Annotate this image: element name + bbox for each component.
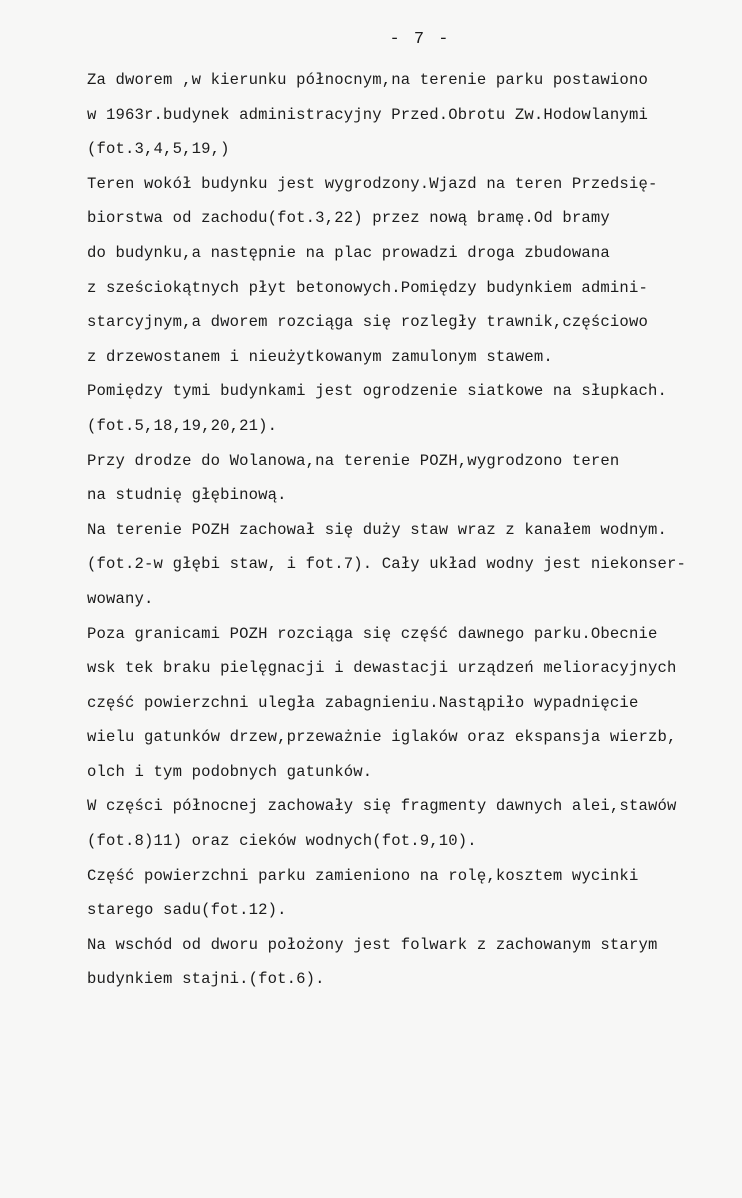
text-line: Na terenie POZH zachował się duży staw wraz z kanałem wodnym.	[87, 520, 667, 539]
text-line: Pomiędzy tymi budynkami jest ogrodzenie siatkowe na słupkach.	[87, 382, 667, 401]
text-line: Poza granicami POZH rozciąga się część dawnego parku.Obecnie	[87, 624, 658, 643]
text-line: Przy drodze do Wolanowa,na terenie POZH,wygrodzono teren	[87, 451, 620, 470]
text-line: Część powierzchni parku zamieniono na rolę,kosztem wycinki	[87, 866, 639, 885]
text-line: (fot.8)11) oraz cieków wodnych(fot.9,10).	[87, 832, 477, 851]
text-line: starego sadu(fot.12).	[87, 901, 287, 920]
text-line: (fot.5,18,19,20,21).	[87, 416, 278, 435]
text-line: wielu gatunków drzew,przeważnie iglaków oraz ekspansja wierzb,	[87, 728, 677, 747]
text-line: wsk tek braku pielęgnacji i dewastacji urządzeń melioracyjnych	[87, 659, 677, 678]
text-line: z sześciokątnych płyt betonowych.Pomiędzy budynkiem admini-	[87, 278, 648, 297]
text-line: starcyjnym,a dworem rozciąga się rozległy trawnik,częściowo	[87, 313, 648, 332]
typed-text-body	[87, 63, 727, 997]
text-line: olch i tym podobnych gatunków.	[87, 762, 373, 781]
text-line: w 1963r.budynek administracyjny Przed.Obrotu Zw.Hodowlanymi	[87, 105, 648, 124]
text-line: Za dworem ,w kierunku północnym,na terenie parku postawiono	[87, 71, 648, 89]
text-line: część powierzchni uległa zabagnieniu.Nastąpiło wypadnięcie	[87, 693, 639, 712]
text-line: wowany.	[87, 589, 154, 608]
text-line: do budynku,a następnie na plac prowadzi droga zbudowana	[87, 243, 610, 262]
text-line: z drzewostanem i nieużytkowanym zamulonym stawem.	[87, 347, 553, 366]
text-line: Na wschód od dworu położony jest folwark z zachowanym starym	[87, 935, 658, 954]
text-line: biorstwa od zachodu(fot.3,22) przez nową bramę.Od bramy	[87, 209, 610, 228]
text-line: W części północnej zachowały się fragmenty dawnych alei,stawów	[87, 797, 677, 816]
text-line: na studnię głębinową.	[87, 486, 287, 505]
text-line: (fot.3,4,5,19,)	[87, 140, 230, 159]
text-line: (fot.2-w głębi staw, i fot.7). Cały układ wodny jest niekonser-	[87, 555, 686, 574]
page-number: - 7 -	[389, 30, 451, 49]
text-line: budynkiem stajni.(fot.6).	[87, 970, 325, 989]
text-line: Teren wokół budynku jest wygrodzony.Wjazd na teren Przedsię-	[87, 174, 658, 193]
